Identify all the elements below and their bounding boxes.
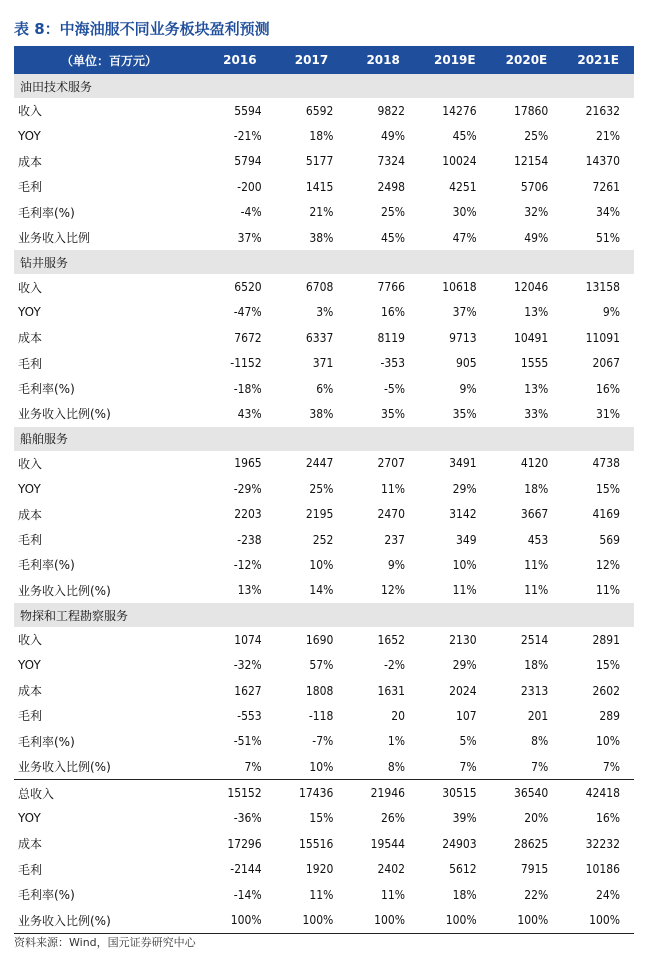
value-cell: 2130 xyxy=(449,632,477,647)
value-cell: 37% xyxy=(237,230,262,245)
table-row xyxy=(14,754,634,780)
row-label: YOY xyxy=(18,305,41,320)
row-label: 业务收入比例(%) xyxy=(18,407,111,422)
value-cell: 49% xyxy=(380,129,405,144)
value-cell: 8% xyxy=(531,734,549,749)
value-cell: 22% xyxy=(524,887,549,902)
value-cell: 5612 xyxy=(449,862,477,877)
value-cell: 17436 xyxy=(276,780,348,806)
value-cell: 17860 xyxy=(513,103,549,118)
value-cell: 6520 xyxy=(234,280,262,295)
value-cell: 34% xyxy=(596,205,620,220)
row-label: YOY xyxy=(18,129,41,144)
value-cell: 42418 xyxy=(562,780,634,806)
value-cell: 57% xyxy=(309,658,334,673)
value-cell: 2203 xyxy=(234,507,262,522)
value-cell: 1555 xyxy=(520,356,549,371)
table-row xyxy=(14,476,634,501)
value-cell: -12% xyxy=(233,557,262,572)
row-label: 收入 xyxy=(18,633,43,648)
value-cell: 11% xyxy=(524,557,549,572)
value-cell: 2195 xyxy=(305,507,334,522)
value-cell: 38% xyxy=(309,406,334,421)
value-cell: 7% xyxy=(244,759,262,774)
table-row xyxy=(14,174,634,199)
row-label: 毛利率(%) xyxy=(18,558,75,573)
value-cell: 16% xyxy=(380,305,405,320)
row-label: 总收入 xyxy=(14,780,204,806)
value-cell: 237 xyxy=(384,532,405,547)
table-row xyxy=(14,300,634,325)
table-row xyxy=(14,501,634,526)
value-cell: -36% xyxy=(233,811,262,826)
value-cell: 6592 xyxy=(305,103,334,118)
row-label: YOY xyxy=(18,481,41,496)
value-cell: 9% xyxy=(387,557,405,572)
value-cell: 15% xyxy=(309,811,334,826)
value-cell: 7% xyxy=(602,759,620,774)
value-cell: 32232 xyxy=(585,836,620,851)
value-cell: 1% xyxy=(387,734,405,749)
value-cell: 30515 xyxy=(419,780,491,806)
year-header: 2016 xyxy=(204,46,276,74)
row-label: 毛利率(%) xyxy=(18,205,75,220)
table-row xyxy=(14,907,634,933)
value-cell: 5794 xyxy=(234,154,262,169)
section-label: 船舶服务 xyxy=(14,427,634,451)
table-row xyxy=(14,200,634,225)
value-cell: -2144 xyxy=(230,862,262,877)
value-cell: 14370 xyxy=(585,154,620,169)
value-cell: -553 xyxy=(237,708,262,723)
value-cell: 35% xyxy=(380,406,405,421)
row-label: 毛利 xyxy=(18,862,43,877)
value-cell: -4% xyxy=(240,205,262,220)
value-cell: 11091 xyxy=(585,330,620,345)
value-cell: 14276 xyxy=(442,103,477,118)
row-label: 收入 xyxy=(18,456,43,471)
value-cell: 3491 xyxy=(449,456,477,471)
row-label: 成本 xyxy=(18,507,43,522)
value-cell: 15% xyxy=(596,658,620,673)
value-cell: 15516 xyxy=(298,836,334,851)
value-cell: 11% xyxy=(596,583,620,598)
value-cell: 100% xyxy=(276,907,348,933)
row-label: YOY xyxy=(18,811,41,826)
value-cell: 100% xyxy=(419,907,491,933)
value-cell: 2498 xyxy=(377,179,405,194)
value-cell: 107 xyxy=(456,708,477,723)
value-cell: -5% xyxy=(383,381,405,396)
section-label: 钻井服务 xyxy=(14,250,634,274)
value-cell: 4120 xyxy=(520,456,549,471)
row-label: 收入 xyxy=(18,280,43,295)
row-label: 毛利 xyxy=(18,709,43,724)
value-cell: 6708 xyxy=(305,280,334,295)
table-row xyxy=(14,678,634,703)
value-cell: 3142 xyxy=(449,507,477,522)
table-row xyxy=(14,527,634,552)
value-cell: -200 xyxy=(237,179,262,194)
value-cell: 6% xyxy=(316,381,334,396)
value-cell: 453 xyxy=(527,532,549,547)
table-row xyxy=(14,703,634,728)
value-cell: 13158 xyxy=(585,280,620,295)
value-cell: 12154 xyxy=(513,154,549,169)
table-row xyxy=(14,451,634,476)
value-cell: 1415 xyxy=(305,179,334,194)
value-cell: 13% xyxy=(524,381,549,396)
value-cell: 20 xyxy=(391,708,405,723)
value-cell: 3667 xyxy=(520,507,549,522)
value-cell: 43% xyxy=(237,406,262,421)
value-cell: 2602 xyxy=(592,683,620,698)
value-cell: 4169 xyxy=(592,507,620,522)
year-header: 2018 xyxy=(347,46,419,74)
value-cell: 9% xyxy=(602,305,620,320)
value-cell: 28625 xyxy=(513,836,549,851)
table-row xyxy=(14,780,634,806)
value-cell: 1965 xyxy=(234,456,262,471)
value-cell: -1152 xyxy=(230,356,262,371)
table-row xyxy=(14,123,634,148)
value-cell: 1808 xyxy=(305,683,334,698)
value-cell: 3% xyxy=(316,305,334,320)
value-cell: 905 xyxy=(456,356,477,371)
table-row xyxy=(14,401,634,426)
table-row xyxy=(14,831,634,856)
value-cell: 2707 xyxy=(377,456,405,471)
value-cell: 10024 xyxy=(442,154,477,169)
value-cell: 7672 xyxy=(234,330,262,345)
section-row xyxy=(14,250,634,274)
value-cell: 2402 xyxy=(377,862,405,877)
table-row xyxy=(14,806,634,831)
value-cell: 11% xyxy=(309,887,334,902)
value-cell: 2514 xyxy=(520,632,549,647)
value-cell: -238 xyxy=(237,532,262,547)
value-cell: 10% xyxy=(452,557,477,572)
value-cell: 25% xyxy=(309,481,334,496)
row-label: 毛利率(%) xyxy=(18,734,75,749)
value-cell: -118 xyxy=(308,708,334,723)
value-cell: 15152 xyxy=(204,780,276,806)
value-cell: 100% xyxy=(491,907,563,933)
unit-label: （单位：百万元） xyxy=(14,46,204,74)
table-row xyxy=(14,578,634,603)
value-cell: -2% xyxy=(383,658,405,673)
row-label: YOY xyxy=(18,658,41,673)
value-cell: -29% xyxy=(233,481,262,496)
value-cell: 2024 xyxy=(449,683,477,698)
value-cell: 201 xyxy=(527,708,549,723)
value-cell: 13% xyxy=(237,583,262,598)
value-cell: 10618 xyxy=(442,280,477,295)
value-cell: 18% xyxy=(524,481,549,496)
value-cell: 17296 xyxy=(227,836,262,851)
value-cell: 7324 xyxy=(377,154,405,169)
value-cell: 45% xyxy=(452,129,477,144)
table-row xyxy=(14,351,634,376)
value-cell: 20% xyxy=(524,811,549,826)
table-row xyxy=(14,149,634,174)
value-cell: 35% xyxy=(452,406,477,421)
value-cell: 100% xyxy=(204,907,276,933)
value-cell: 252 xyxy=(312,532,334,547)
value-cell: 51% xyxy=(596,230,620,245)
row-label: 业务收入比例(%) xyxy=(14,907,204,933)
row-label: 毛利 xyxy=(18,356,43,371)
value-cell: 18% xyxy=(524,658,549,673)
row-label: 毛利 xyxy=(18,533,43,548)
table-row xyxy=(14,652,634,677)
year-header: 2021E xyxy=(562,46,634,74)
table-title: 表 8：中海油服不同业务板块盈利预测 xyxy=(14,20,270,38)
value-cell: -32% xyxy=(233,658,262,673)
value-cell: 21% xyxy=(309,205,334,220)
table-row xyxy=(14,552,634,577)
value-cell: 2470 xyxy=(377,507,405,522)
row-label: 毛利率(%) xyxy=(18,888,75,903)
value-cell: 24903 xyxy=(442,836,477,851)
value-cell: 2067 xyxy=(592,356,620,371)
row-label: 业务收入比例(%) xyxy=(18,760,111,775)
value-cell: 38% xyxy=(309,230,334,245)
value-cell: 569 xyxy=(599,532,620,547)
section-row xyxy=(14,427,634,451)
value-cell: 45% xyxy=(380,230,405,245)
year-header: 2020E xyxy=(491,46,563,74)
value-cell: 10% xyxy=(309,557,334,572)
row-label: 成本 xyxy=(18,331,43,346)
value-cell: 12% xyxy=(380,583,405,598)
value-cell: 30% xyxy=(452,205,477,220)
value-cell: 7% xyxy=(531,759,549,774)
value-cell: 37% xyxy=(452,305,477,320)
value-cell: 11% xyxy=(524,583,549,598)
value-cell: 21632 xyxy=(585,103,620,118)
value-cell: 33% xyxy=(524,406,549,421)
value-cell: 36540 xyxy=(491,780,563,806)
value-cell: 11% xyxy=(452,583,477,598)
value-cell: 1652 xyxy=(377,632,405,647)
table-row xyxy=(14,376,634,401)
row-label: 毛利率(%) xyxy=(18,382,75,397)
value-cell: 9713 xyxy=(449,330,477,345)
value-cell: -47% xyxy=(233,305,262,320)
value-cell: 25% xyxy=(524,129,549,144)
row-label: 毛利 xyxy=(18,180,43,195)
value-cell: 7766 xyxy=(377,280,405,295)
row-label: 收入 xyxy=(18,104,43,119)
value-cell: 18% xyxy=(309,129,334,144)
row-label: 成本 xyxy=(18,684,43,698)
value-cell: 39% xyxy=(452,811,477,826)
value-cell: 9% xyxy=(459,381,477,396)
value-cell: -353 xyxy=(380,356,405,371)
value-cell: 49% xyxy=(524,230,549,245)
value-cell: 5% xyxy=(459,734,477,749)
row-label: 业务收入比例 xyxy=(18,231,91,246)
value-cell: 12046 xyxy=(513,280,549,295)
section-row xyxy=(14,74,634,98)
table-row xyxy=(14,857,634,882)
value-cell: 8% xyxy=(387,759,405,774)
table-body xyxy=(14,74,634,933)
value-cell: 5594 xyxy=(234,103,262,118)
value-cell: 10186 xyxy=(585,862,620,877)
value-cell: 289 xyxy=(599,708,620,723)
value-cell: 15% xyxy=(596,481,620,496)
value-cell: -14% xyxy=(233,887,262,902)
section-label: 油田技术服务 xyxy=(14,74,634,98)
value-cell: 10% xyxy=(596,734,620,749)
table-row xyxy=(14,274,634,299)
value-cell: 13% xyxy=(524,305,549,320)
value-cell: 1631 xyxy=(377,683,405,698)
value-cell: 7% xyxy=(459,759,477,774)
value-cell: 21946 xyxy=(347,780,419,806)
year-header: 2017 xyxy=(276,46,348,74)
forecast-table xyxy=(14,46,634,934)
section-row xyxy=(14,603,634,627)
value-cell: 11% xyxy=(380,887,405,902)
value-cell: 25% xyxy=(380,205,405,220)
value-cell: 10% xyxy=(309,759,334,774)
value-cell: 2313 xyxy=(520,683,549,698)
value-cell: 19544 xyxy=(370,836,405,851)
value-cell: 16% xyxy=(596,381,620,396)
table-row xyxy=(14,98,634,123)
value-cell: 24% xyxy=(596,887,620,902)
value-cell: 14% xyxy=(309,583,334,598)
value-cell: 10491 xyxy=(513,330,549,345)
value-cell: 18% xyxy=(452,887,477,902)
value-cell: 349 xyxy=(456,532,477,547)
row-label: 成本 xyxy=(18,154,43,169)
table-row xyxy=(14,225,634,250)
value-cell: 31% xyxy=(596,406,620,421)
value-cell: -51% xyxy=(233,734,262,749)
value-cell: 8119 xyxy=(377,330,405,345)
value-cell: 16% xyxy=(596,811,620,826)
value-cell: 100% xyxy=(347,907,419,933)
value-cell: 7261 xyxy=(592,179,620,194)
value-cell: 1920 xyxy=(305,862,334,877)
value-cell: 21% xyxy=(596,129,620,144)
value-cell: -18% xyxy=(233,381,262,396)
year-header: 2019E xyxy=(419,46,491,74)
value-cell: 1690 xyxy=(305,632,334,647)
table-row xyxy=(14,325,634,350)
value-cell: 12% xyxy=(596,557,620,572)
value-cell: 2891 xyxy=(592,632,620,647)
value-cell: 371 xyxy=(312,356,334,371)
value-cell: 100% xyxy=(562,907,634,933)
value-cell: 7915 xyxy=(520,862,549,877)
value-cell: 29% xyxy=(452,481,477,496)
value-cell: 2447 xyxy=(305,456,334,471)
value-cell: 47% xyxy=(452,230,477,245)
value-cell: 5177 xyxy=(305,154,334,169)
value-cell: 26% xyxy=(380,811,405,826)
table-row xyxy=(14,627,634,652)
value-cell: -21% xyxy=(233,129,262,144)
table-row xyxy=(14,882,634,907)
value-cell: 32% xyxy=(524,205,549,220)
value-cell: 6337 xyxy=(305,330,334,345)
row-label: 成本 xyxy=(18,837,43,852)
value-cell: 29% xyxy=(452,658,477,673)
table-row xyxy=(14,729,634,754)
value-cell: 1627 xyxy=(234,683,262,698)
value-cell: 4251 xyxy=(449,179,477,194)
section-label: 物探和工程勘察服务 xyxy=(14,603,634,627)
value-cell: 4738 xyxy=(592,456,620,471)
header-row xyxy=(14,46,634,74)
value-cell: 1074 xyxy=(234,632,262,647)
value-cell: 9822 xyxy=(377,103,405,118)
value-cell: -7% xyxy=(312,734,334,749)
row-label: 业务收入比例(%) xyxy=(18,583,111,598)
value-cell: 5706 xyxy=(520,179,549,194)
source-note: 资料来源：Wind，国元证券研究中心 xyxy=(14,936,196,949)
value-cell: 11% xyxy=(380,481,405,496)
